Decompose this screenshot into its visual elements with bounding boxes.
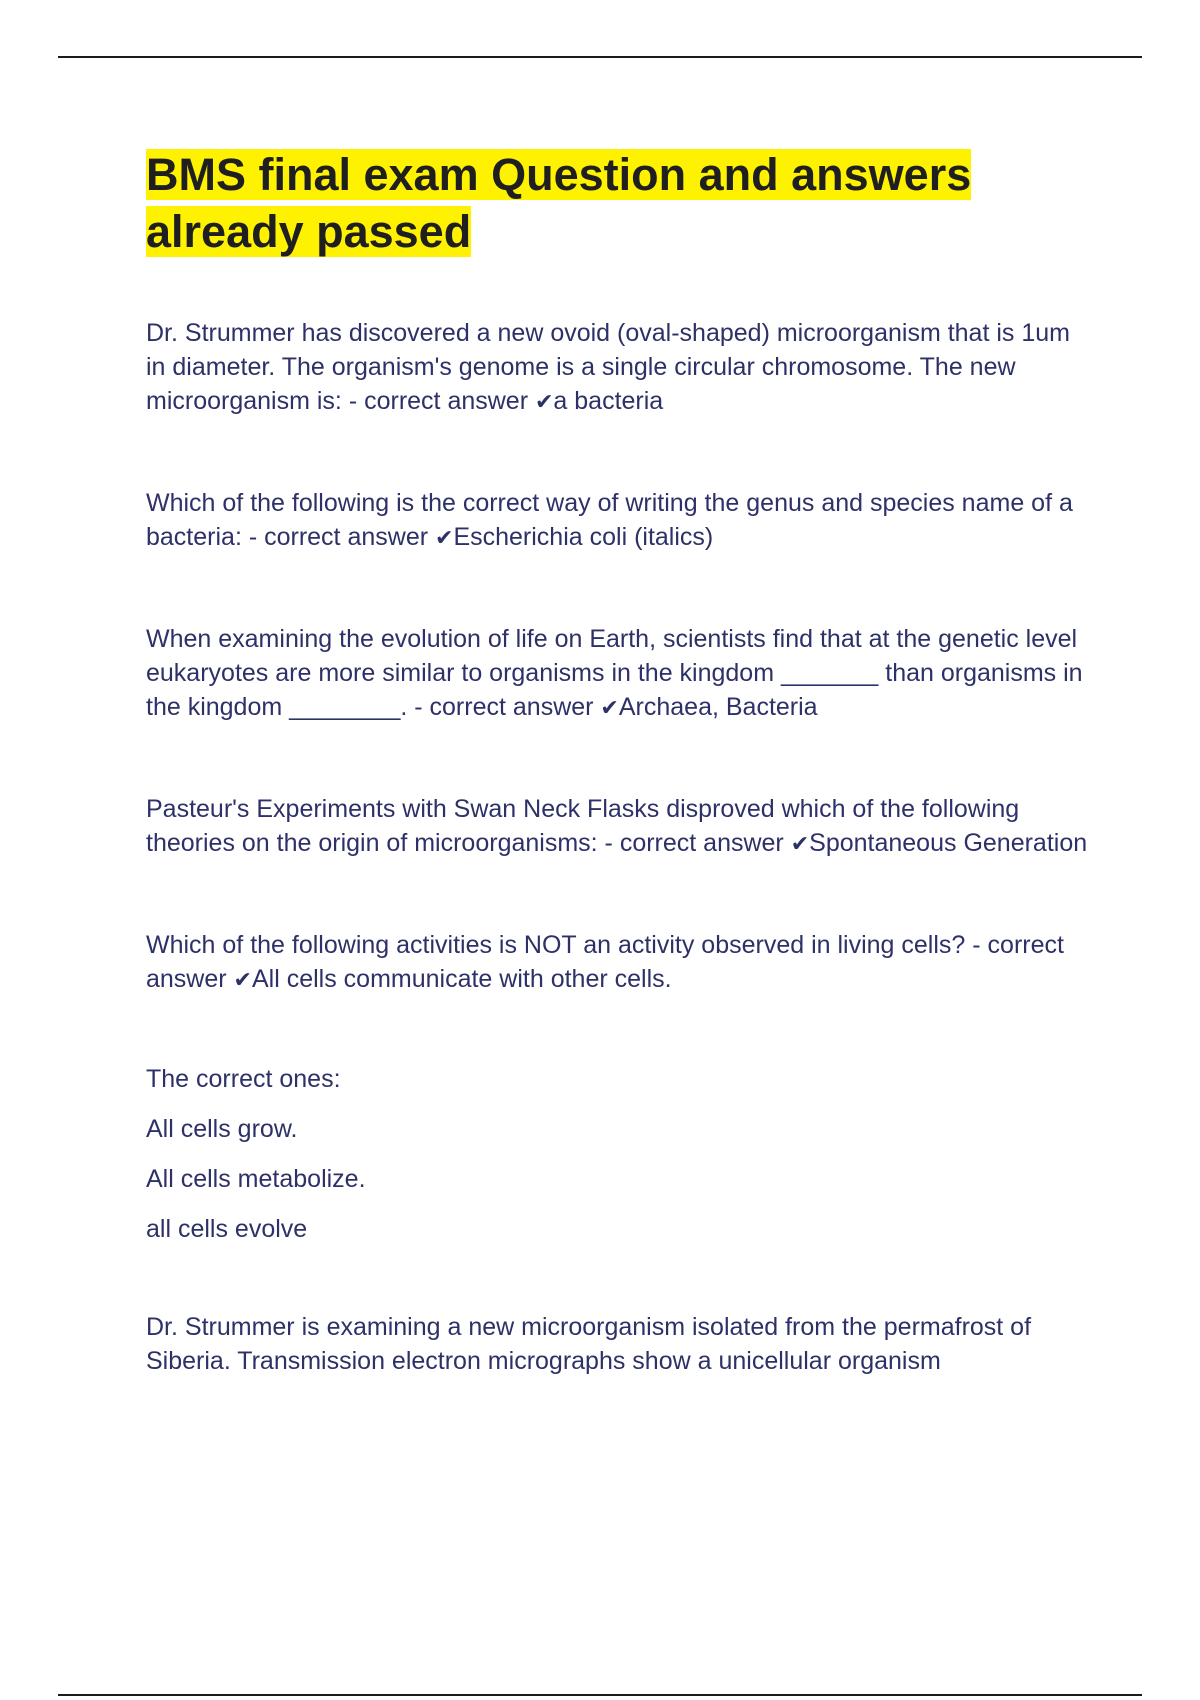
- correct-ones-item: All cells grow.: [146, 1115, 298, 1143]
- question-5: [146, 928, 1096, 998]
- question-5-text: Which of the following activities is NOT an activity observed in living cells? - correct answer: [146, 931, 1064, 993]
- question-6: Dr. Strummer is examining a new microorganism isolated from the permafrost of Siberia. Transmission electron micrographs show a unicellular organism: [146, 1313, 1032, 1375]
- question-2: [146, 486, 1096, 556]
- checkmark-icon: ✔: [534, 390, 554, 415]
- question-3: [146, 622, 1096, 726]
- checkmark-icon: ✔: [233, 968, 252, 993]
- answer-2-text: Escherichia coli (italics): [453, 523, 714, 551]
- checkmark-icon: ✔: [600, 696, 619, 721]
- question-3-text: When examining the evolution of life on Earth, scientists find that at the genetic level eukaryotes are more similar to organisms in the kingdom _______ than organisms in the kingdom ________. - correct answer: [146, 625, 1083, 721]
- answer-1-text: a bacteria: [553, 387, 664, 415]
- correct-ones-item: All cells metabolize.: [146, 1165, 366, 1193]
- answer-3-text: Archaea, Bacteria: [618, 693, 818, 721]
- answer-4-text: Spontaneous Generation: [809, 829, 1088, 857]
- correct-ones-heading: The correct ones:: [146, 1065, 341, 1093]
- title-highlight: BMS final exam Question and answers already passed: [146, 149, 972, 257]
- question-4-text: Pasteur's Experiments with Swan Neck Flasks disproved which of the following theories on the origin of microorganisms: - correct answer: [146, 795, 1020, 857]
- footer-rule: [58, 1694, 1142, 1696]
- question-1: [146, 316, 1096, 420]
- checkmark-icon: ✔: [435, 526, 454, 551]
- answer-5-text: All cells communicate with other cells.: [251, 965, 672, 993]
- document-title: [146, 146, 1096, 260]
- question-2-text: Which of the following is the correct way of writing the genus and species name of a bacteria: - correct answer: [146, 489, 1073, 551]
- correct-ones-item: all cells evolve: [146, 1215, 308, 1243]
- header-rule: [58, 56, 1142, 58]
- question-1-text: Dr. Strummer has discovered a new ovoid (oval-shaped) microorganism that is 1um in diameter. The organism's genome is a single circular chromosome. The new microorganism is: - correct answer: [146, 319, 1070, 415]
- question-4: [146, 792, 1096, 862]
- checkmark-icon: ✔: [790, 832, 810, 857]
- document-body: [146, 146, 1096, 1378]
